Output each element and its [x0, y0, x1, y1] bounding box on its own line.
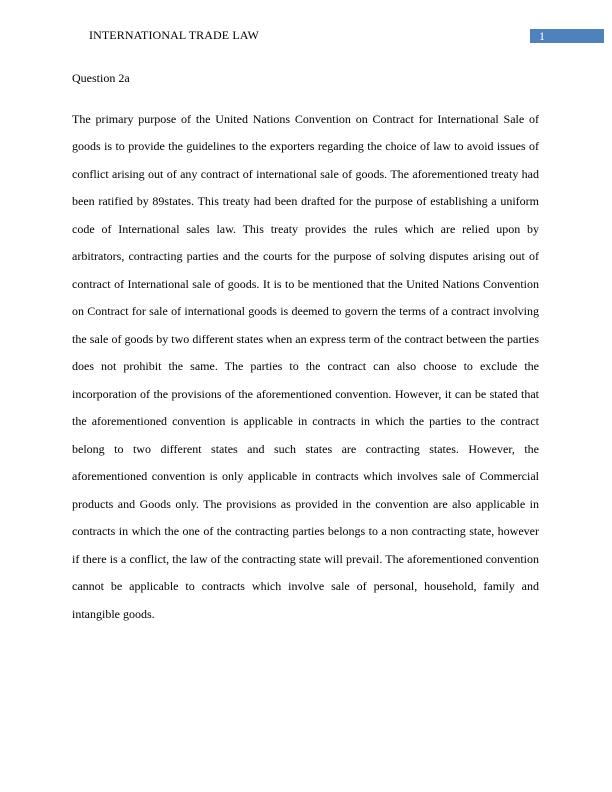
body-paragraph: The primary purpose of the United Nations Convention on Contract for International Sale of goods is to provide the guidelines to the exporters regarding the choice of law to avoid issues of conflict arising out of any contract of international sale of goods. The aforementioned treaty had been ratified by 89states. This treaty had been drafted for the purpose of establishing a uniform code of International sales law. This treaty provides the rules which are relied upon by arbitrators, contracting parties and the courts for the purpose of solving disputes arising out of contract of International sale of goods. It is to be mentioned that the United Nations Convention on Contract for sale of international goods is deemed to govern the terms of a contract involving the sale of goods by two different states when an express term of the contract between the parties does not prohibit the same. The parties to the contract can also choose to exclude the incorporation of the provisions of the aforementioned convention. However, it can be stated that the aforementioned convention is applicable in contracts in which the parties to the contract belong to two different states and such states are contracting states. However, the aforementioned convention is only applicable in contracts which involves sale of Commercial products and Goods only. The provisions as provided in the convention are also applicable in contracts in which the one of the contracting parties belongs to a non contracting state, however if there is a conflict, the law of the contracting state will prevail. The aforementioned convention cannot be applicable to contracts which involve sale of personal, household, family and intangible goods. — [72, 111, 539, 621]
page-number: 1 — [539, 29, 545, 43]
page-number-badge — [530, 29, 604, 43]
running-header-title: INTERNATIONAL TRADE LAW — [89, 28, 259, 42]
question-heading: Question 2a — [72, 71, 130, 85]
